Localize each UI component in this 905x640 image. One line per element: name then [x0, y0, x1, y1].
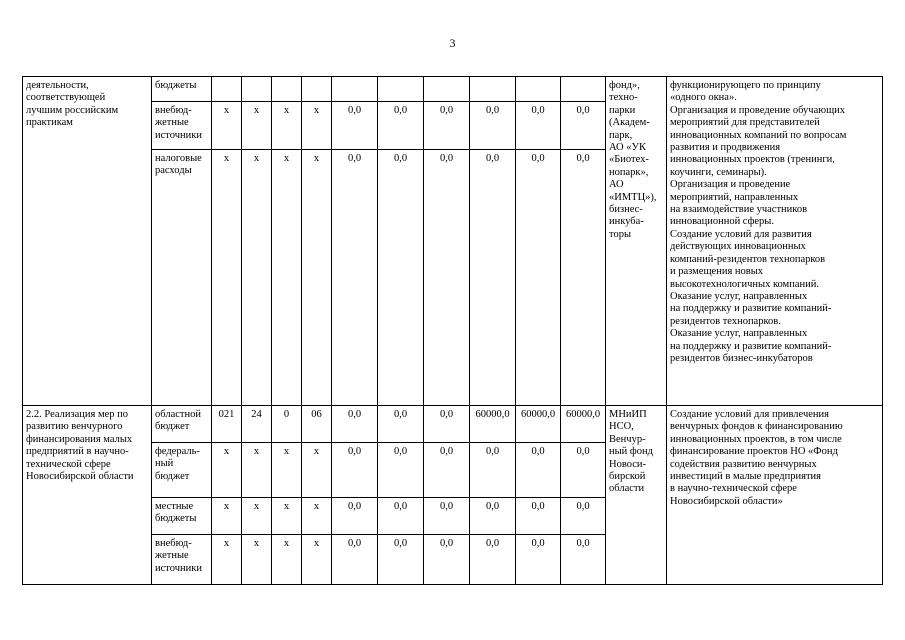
table-cell: 0,0	[470, 102, 516, 150]
result-cell: функционирующего по принципу «одного окна». Организация и проведение обучающих мероприятий для представителей инновационных компаний по вопросам развития и продвижения инновационных проектов (тренинги, коучинги, семинары). Организация и проведение мероприятий, направленных на взаимодействие участников инновационной сферы. Создание условий для развития действующих инновационных компаний-резидентов технопарков и размещения новых высокотехнологичных компаний. Оказание услуг, направленных на поддержку и развитие компаний- резидентов технопарков. Оказание услуг, направленных на поддержку и развитие компаний- резидентов бизнес-инкубаторов	[667, 77, 883, 406]
table-row	[23, 77, 883, 102]
table-cell: х	[272, 150, 302, 406]
table-cell: 0,0	[470, 150, 516, 406]
table-cell: 0,0	[332, 443, 378, 498]
table-cell	[302, 77, 332, 102]
table-cell: х	[212, 102, 242, 150]
table-cell: 0,0	[561, 498, 606, 535]
source-cell: бюджеты	[152, 77, 212, 102]
table-cell: 0,0	[378, 443, 424, 498]
table-cell: 0,0	[332, 102, 378, 150]
table-cell: 0,0	[516, 498, 561, 535]
table-cell: 0,0	[424, 443, 470, 498]
table-cell: х	[212, 443, 242, 498]
table-cell: 0,0	[378, 535, 424, 585]
table-cell: х	[212, 498, 242, 535]
table-cell	[424, 77, 470, 102]
table-cell: 0,0	[424, 406, 470, 443]
source-cell: областной бюджет	[152, 406, 212, 443]
table-cell: х	[302, 443, 332, 498]
table-cell: х	[242, 102, 272, 150]
table-cell: 0,0	[561, 150, 606, 406]
table-cell: 0,0	[378, 150, 424, 406]
table-cell: 0,0	[561, 102, 606, 150]
table-cell	[212, 77, 242, 102]
table-cell: 0,0	[424, 535, 470, 585]
table-cell: х	[242, 150, 272, 406]
table-cell: 60000,0	[561, 406, 606, 443]
table-cell: х	[302, 150, 332, 406]
table-cell: 0,0	[516, 150, 561, 406]
table-cell: 0,0	[470, 443, 516, 498]
table-cell: 0,0	[470, 535, 516, 585]
table-cell: 0,0	[516, 535, 561, 585]
table-cell: х	[272, 498, 302, 535]
table-cell: х	[302, 498, 332, 535]
source-cell: налоговые расходы	[152, 150, 212, 406]
result-cell: Создание условий для привлечения венчурных фондов к финансированию инновационных проектов, в том числе финансирование проектов НО «Фонд содействия развитию венчурных инвестиций в малые предприятия в научно-технической сфере Новосибирской области»	[667, 406, 883, 585]
executor-cell: МНиИП НСО, Венчур- ный фонд Новоси- бирской области	[606, 406, 667, 585]
table-cell: х	[302, 102, 332, 150]
table-cell: 0,0	[378, 102, 424, 150]
table-cell	[378, 77, 424, 102]
source-cell: внебюд- жетные источники	[152, 102, 212, 150]
table-cell: х	[242, 535, 272, 585]
table-cell: 0,0	[561, 535, 606, 585]
table-cell: 0,0	[332, 535, 378, 585]
table-cell	[470, 77, 516, 102]
activity-cell: 2.2. Реализация мер по развитию венчурного финансирования малых предприятий в научно- технической сфере Новосибирской области	[23, 406, 152, 585]
table-cell: 0,0	[332, 150, 378, 406]
table-cell: 0,0	[424, 498, 470, 535]
table-cell: 24	[242, 406, 272, 443]
table-cell	[332, 77, 378, 102]
table-cell: х	[272, 535, 302, 585]
table-cell: х	[242, 498, 272, 535]
table-cell: х	[302, 535, 332, 585]
table-cell: х	[212, 535, 242, 585]
table-cell: 021	[212, 406, 242, 443]
table-cell: 0,0	[378, 498, 424, 535]
table-cell: 0,0	[470, 498, 516, 535]
table-cell: 0,0	[561, 443, 606, 498]
table-cell: 0,0	[332, 406, 378, 443]
source-cell: местные бюджеты	[152, 498, 212, 535]
table-cell: 0,0	[516, 102, 561, 150]
page-number: 3	[449, 36, 456, 50]
activity-cell: деятельности, соответствующей лучшим российским практикам	[23, 77, 152, 406]
table-cell: х	[272, 443, 302, 498]
table-cell	[242, 77, 272, 102]
table-cell: х	[242, 443, 272, 498]
table-cell: х	[272, 102, 302, 150]
table-cell	[516, 77, 561, 102]
table-cell: 60000,0	[470, 406, 516, 443]
table-cell: 0,0	[378, 406, 424, 443]
table-cell: 0,0	[516, 443, 561, 498]
table-cell: 0,0	[424, 102, 470, 150]
table-cell: 0	[272, 406, 302, 443]
table-cell: 06	[302, 406, 332, 443]
source-cell: внебюд- жетные источники	[152, 535, 212, 585]
table-cell: х	[212, 150, 242, 406]
table-cell: 0,0	[332, 498, 378, 535]
source-cell: федераль- ный бюджет	[152, 443, 212, 498]
table-row	[23, 406, 883, 443]
program-table	[22, 76, 883, 585]
executor-cell: фонд», техно- парки (Академ- парк, АО «УК «Биотех- нопарк», АО «ИМТЦ»), бизнес- инкуба- торы	[606, 77, 667, 406]
table-cell	[561, 77, 606, 102]
table-cell	[272, 77, 302, 102]
table-cell: 60000,0	[516, 406, 561, 443]
table-cell: 0,0	[424, 150, 470, 406]
